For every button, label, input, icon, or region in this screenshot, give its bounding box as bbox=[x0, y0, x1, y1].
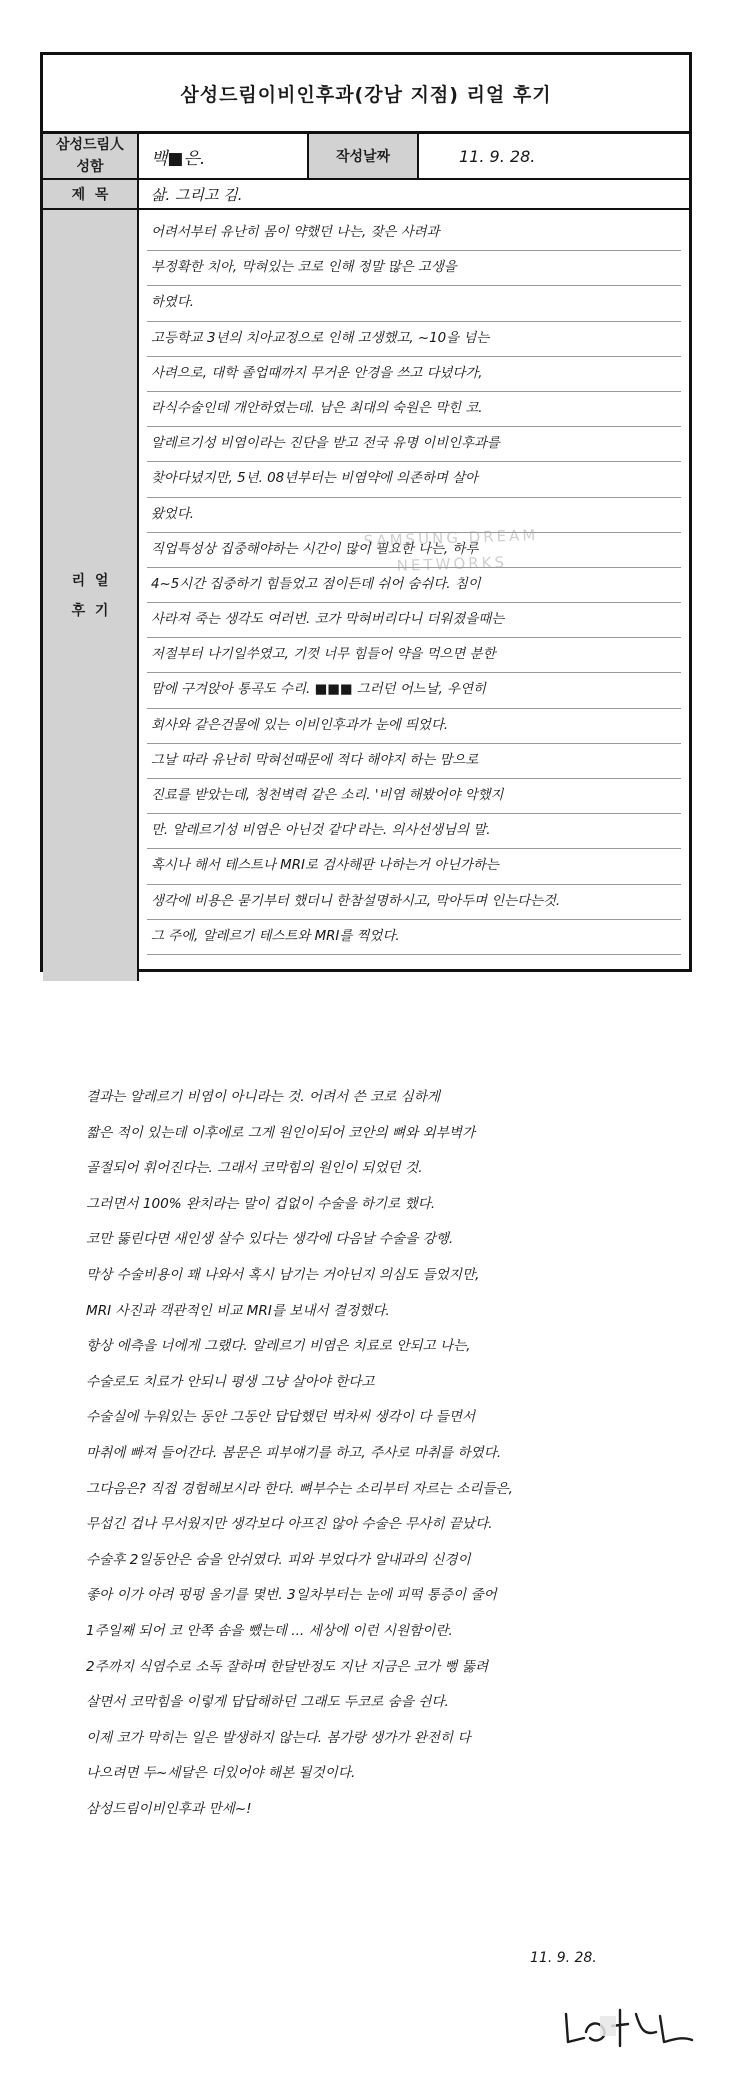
review-line: 직업특성상 집중해야하는 시간이 많이 필요한 나는, 하루 bbox=[147, 533, 681, 568]
continuation-line: 1주일째 되어 코 안쪽 솜을 뺐는데 ... 세상에 이런 시원함이란. bbox=[86, 1622, 453, 1639]
review-line: 맘에 구겨앉아 통곡도 수리. ■■■ 그러던 어느날, 우연히 bbox=[147, 673, 681, 708]
continuation-page bbox=[86, 1080, 686, 1827]
subject-row bbox=[43, 180, 689, 210]
review-body bbox=[139, 210, 689, 981]
review-line: 알레르기성 비염이라는 진단을 받고 전국 유명 이비인후과를 bbox=[147, 427, 681, 462]
continuation-line: 좋아 이가 아려 펑펑 울기를 몇번. 3일차부터는 눈에 피떡 통증이 줄어 bbox=[86, 1587, 497, 1604]
continuation-line: 그다음은? 직접 경험해보시라 한다. 뼈부수는 소리부터 자르는 소리들은, bbox=[86, 1480, 513, 1497]
review-line: 왔었다. bbox=[147, 498, 681, 533]
continuation-line: 마취에 빠져 들어간다. 봄문은 피부얘기를 하고, 주사로 마취를 하였다. bbox=[86, 1444, 502, 1461]
closing-date: 11. 9. 28. bbox=[530, 1950, 597, 1966]
date-value: 11. 9. 28. bbox=[419, 134, 689, 178]
review-line: 찾아다녔지만, 5년. 08년부터는 비염약에 의존하며 살아 bbox=[147, 462, 681, 497]
review-line: 고등학교 3년의 치아교정으로 인해 고생했고, ~10을 넘는 bbox=[147, 322, 681, 357]
continuation-line: 수술후 2일동안은 숨을 안쉬였다. 피와 부었다가 알내과의 신경이 bbox=[86, 1551, 471, 1568]
continuation-line: 삼성드림이비인후과 만세~! bbox=[86, 1800, 252, 1817]
subject-label: 제 목 bbox=[43, 180, 139, 208]
handwritten-signature bbox=[560, 2002, 700, 2052]
continuation-line: MRI 사진과 객관적인 비교 MRI를 보내서 결정했다. bbox=[86, 1302, 390, 1319]
member-row bbox=[43, 134, 689, 180]
continuation-line: 항상 에측을 너에게 그랬다. 알레르기 비염은 치료로 안되고 나는, bbox=[86, 1338, 471, 1355]
date-label: 작성날짜 bbox=[309, 134, 419, 178]
continuation-line: 수술실에 누워있는 동안 그동안 답답했던 벅차씨 생각이 다 들면서 bbox=[86, 1409, 476, 1426]
continuation-line: 무섭긴 겁나 무서웠지만 생각보다 아프진 않아 수술은 무사히 끝났다. bbox=[86, 1516, 493, 1533]
review-line: 어려서부터 유난히 몸이 약했던 나는, 잦은 사려과 bbox=[147, 216, 681, 251]
review-line: 그날 따라 유난히 막혀선때문에 적다 해야지 하는 맘으로 bbox=[147, 744, 681, 779]
continuation-line: 살면서 코막힘을 이렇게 답답해하던 그래도 두코로 숨을 쉰다. bbox=[86, 1694, 449, 1711]
watermark: SAMSUNG DREAM NETWORKS bbox=[363, 525, 539, 575]
continuation-line: 나으려면 두~세달은 더있어야 해본 될것이다. bbox=[86, 1765, 356, 1782]
review-label: 리 얼 후 기 bbox=[43, 210, 139, 981]
review-line: 진료를 받았는데, 청천벽력 같은 소리. '비염 해봤어야 악했지 bbox=[147, 779, 681, 814]
member-name: 백■은. bbox=[139, 134, 309, 178]
continuation-line: 그러면서 100% 완치라는 말이 겁없이 수술을 하기로 했다. bbox=[86, 1195, 436, 1212]
continuation-line: 짧은 적이 있는데 이후에로 그게 원인이되어 코안의 뼈와 외부벽가 bbox=[86, 1124, 476, 1141]
review-line: 혹시나 해서 테스트나 MRI로 검사해판 나하는거 아닌가하는 bbox=[147, 849, 681, 884]
review-line: 라식수술인데 개안하였는데. 남은 최대의 숙원은 막힌 코. bbox=[147, 392, 681, 427]
review-row bbox=[43, 210, 689, 981]
review-line: 4~5시간 집중하기 힘들었고 점이든데 쉬어 숨쉬다. 침이 bbox=[147, 568, 681, 603]
review-line: 그 주에, 알레르기 테스트와 MRI를 찍었다. bbox=[147, 920, 681, 955]
review-line: 하였다. bbox=[147, 286, 681, 321]
continuation-line: 막상 수술비용이 꽤 나와서 혹시 남기는 거아닌지 의심도 들었지만, bbox=[86, 1266, 480, 1283]
continuation-line: 코만 뚫린다면 새인생 살수 있다는 생각에 다음날 수술을 강행. bbox=[86, 1231, 454, 1248]
continuation-line: 2주까지 식염수로 소독 잘하며 한달반정도 지난 지금은 코가 뻥 뚫려 bbox=[86, 1658, 489, 1675]
review-form bbox=[40, 52, 692, 972]
review-line: 회사와 같은건물에 있는 이비인후과가 눈에 띄었다. bbox=[147, 709, 681, 744]
continuation-line: 결과는 알레르기 비염이 아니라는 것. 어려서 쓴 코로 심하게 bbox=[86, 1089, 441, 1105]
form-title: 삼성드림이비인후과(강남 지점) 리얼 후기 bbox=[43, 55, 689, 134]
member-label: 삼성드림人 성함 bbox=[43, 134, 139, 178]
review-line: 사라져 죽는 생각도 여러번. 코가 막혀버리다니 더워졌을때는 bbox=[147, 603, 681, 638]
review-lines bbox=[147, 216, 681, 955]
review-line: 사려으로, 대학 졸업때까지 무거운 안경을 쓰고 다녔다가, bbox=[147, 357, 681, 392]
continuation-line: 수술로도 치료가 안되니 평생 그냥 살아야 한다고 bbox=[86, 1373, 375, 1390]
review-line: 만. 알레르기성 비염은 아닌것 같다'라는. 의사선생님의 말. bbox=[147, 814, 681, 849]
review-line: 생각에 비용은 묻기부터 했더니 한참설명하시고, 막아두며 인는다는것. bbox=[147, 885, 681, 920]
review-line: 부정확한 치아, 막혀있는 코로 인해 정말 많은 고생을 bbox=[147, 251, 681, 286]
continuation-line: 이제 코가 막히는 일은 발생하지 않는다. 봄가랑 생가가 완전히 다 bbox=[86, 1729, 471, 1746]
continuation-line: 골절되어 휘어진다는. 그래서 코막힘의 원인이 되었던 것. bbox=[86, 1160, 423, 1177]
subject-value: 삶. 그리고 김. bbox=[139, 180, 689, 208]
review-line: 저절부터 나기일쑤였고, 기껏 너무 힘들어 약을 먹으면 분한 bbox=[147, 638, 681, 673]
